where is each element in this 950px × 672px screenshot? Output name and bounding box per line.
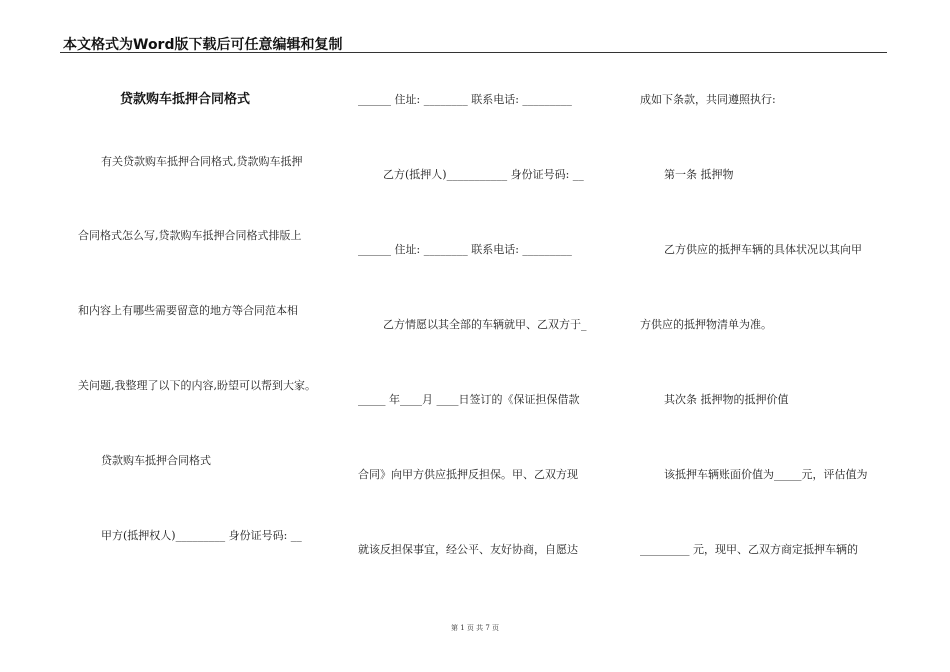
- article-heading: 第一条 抵押物: [664, 168, 734, 181]
- text-line: 就该反担保事宜，经公平、友好协商，自愿达: [358, 543, 578, 556]
- text-line: 合同格式怎么写,贷款购车抵押合同格式排版上: [78, 229, 302, 242]
- text-line: 乙方供应的抵押车辆的具体状况以其向甲: [664, 243, 862, 256]
- text-line: 和内容上有哪些需要留意的地方等合同范本相: [78, 304, 298, 317]
- document-title: 贷款购车抵押合同格式: [120, 92, 251, 107]
- text-line: 关问题,我整理了以下的内容,盼望可以帮到大家。: [78, 379, 316, 392]
- text-line: 该抵押车辆账面价值为_____元，评估值为: [664, 468, 868, 481]
- text-line: 甲方(抵押权人)_________ 身份证号码: __: [101, 529, 302, 542]
- text-line: 乙方情愿以其全部的车辆就甲、乙双方于_: [383, 318, 587, 331]
- text-line: 乙方(抵押人)___________ 身份证号码: __: [383, 168, 584, 181]
- text-line: _____ 年____月 ____日签订的《保证担保借款: [358, 393, 580, 406]
- text-line: 方供应的抵押物清单为准。: [640, 318, 772, 331]
- text-line: 成如下条款，共同遵照执行:: [640, 93, 776, 106]
- page-number: 第 1 页 共 7 页: [450, 624, 500, 632]
- section-heading: 贷款购车抵押合同格式: [101, 454, 211, 467]
- header-divider: [60, 52, 887, 53]
- text-line: ______ 住址: ________ 联系电话: _________: [358, 93, 572, 106]
- article-heading: 其次条 抵押物的抵押价值: [664, 393, 789, 406]
- text-line: ______ 住址: ________ 联系电话: _________: [358, 243, 572, 256]
- text-line: _________ 元，现甲、乙双方商定抵押车辆的: [640, 543, 858, 556]
- document-header: 本文格式为Word版下载后可任意编辑和复制: [63, 37, 343, 53]
- text-line: 合同》向甲方供应抵押反担保。甲、乙双方现: [358, 468, 578, 481]
- text-line: 有关贷款购车抵押合同格式,贷款购车抵押: [101, 155, 303, 168]
